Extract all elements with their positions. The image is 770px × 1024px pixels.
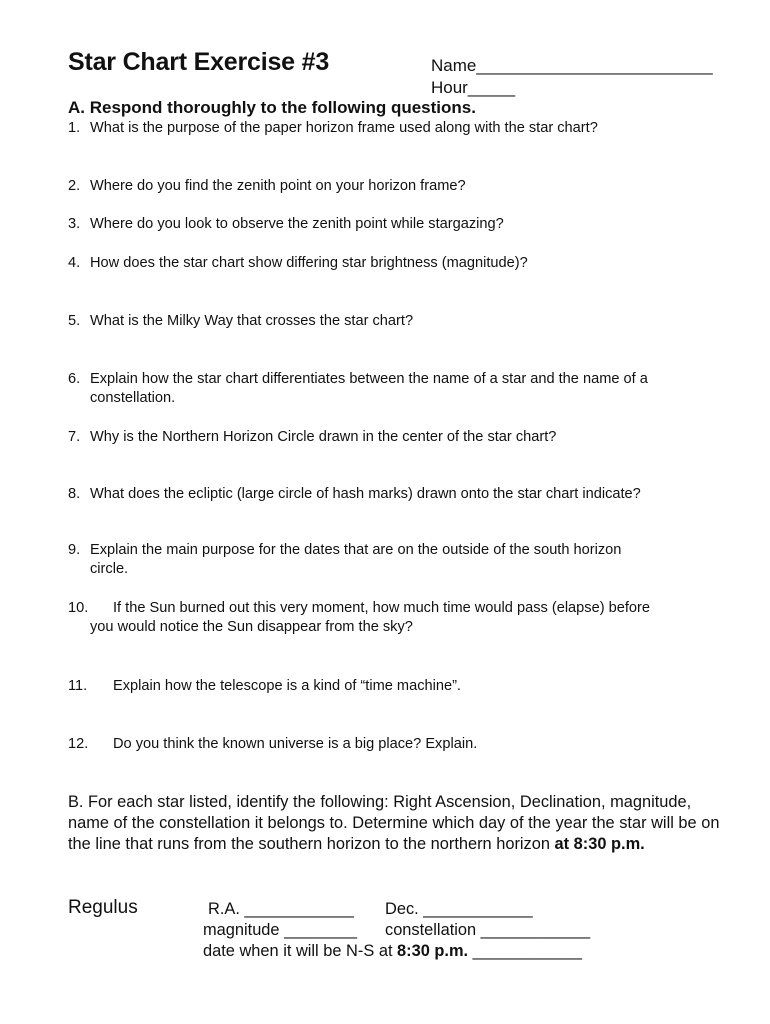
question-number: 1. — [68, 120, 81, 136]
date-label: date when it will be N-S at — [203, 942, 398, 960]
question-text: Explain the main purpose for the dates that are on the outside of the south horizon — [90, 542, 622, 558]
question-number: 11. — [68, 678, 88, 694]
name-field[interactable]: Name_________________________ — [431, 56, 713, 75]
question-9 — [68, 541, 738, 579]
question-text: Explain how the telescope is a kind of “time machine”. — [113, 678, 461, 694]
question-7 — [68, 428, 738, 447]
constellation-field[interactable]: constellation ____________ — [385, 921, 591, 939]
question-3 — [68, 215, 738, 234]
question-text: Do you think the known universe is a big place? Explain. — [113, 736, 478, 752]
page-title: Star Chart Exercise #3 — [68, 48, 330, 76]
dec-field[interactable]: Dec. ____________ — [385, 900, 533, 918]
question-text: Where do you look to observe the zenith point while stargazing? — [90, 216, 504, 232]
question-2 — [68, 177, 738, 196]
question-number: 2. — [68, 178, 81, 194]
question-8 — [68, 485, 738, 504]
question-text: What is the purpose of the paper horizon frame used along with the star chart? — [90, 120, 598, 136]
question-6 — [68, 370, 738, 408]
question-number: 8. — [68, 486, 81, 502]
question-11 — [68, 677, 738, 696]
date-time: 8:30 p.m. — [397, 942, 469, 960]
date-field[interactable] — [203, 942, 582, 961]
question-text-continued: you would notice the Sun disappear from the sky? — [90, 619, 413, 635]
question-12 — [68, 735, 738, 754]
section-b-instructions — [68, 792, 733, 855]
question-text: Why is the Northern Horizon Circle drawn in the center of the star chart? — [90, 429, 557, 445]
question-text: What does the ecliptic (large circle of hash marks) drawn onto the star chart indicate? — [90, 486, 641, 502]
magnitude-field[interactable]: magnitude ________ — [203, 921, 358, 939]
section-b-text: B. For each star listed, identify the following: Right Ascension, Declination, magnitude, name of the constellation it belongs to. Determine which day of the year the star will be on the line that runs from the southern horizon to the northern horizon — [68, 793, 720, 853]
question-4 — [68, 254, 738, 273]
question-text: Where do you find the zenith point on your horizon frame? — [90, 178, 466, 194]
question-10 — [68, 599, 738, 637]
question-number: 10. — [68, 600, 89, 616]
section-b-time: at 8:30 p.m. — [554, 835, 645, 853]
star-name: Regulus — [68, 897, 138, 918]
question-number: 3. — [68, 216, 81, 232]
question-text-continued: constellation. — [90, 390, 176, 406]
hour-field[interactable]: Hour_____ — [431, 78, 516, 97]
question-number: 12. — [68, 736, 89, 752]
question-number: 9. — [68, 542, 81, 558]
question-number: 4. — [68, 255, 81, 271]
question-text: Explain how the star chart differentiates between the name of a star and the name of a — [90, 371, 648, 387]
question-5 — [68, 312, 738, 331]
question-text: If the Sun burned out this very moment, how much time would pass (elapse) before — [113, 600, 650, 616]
date-blank: ____________ — [468, 942, 583, 960]
question-number: 7. — [68, 429, 81, 445]
question-text: What is the Milky Way that crosses the star chart? — [90, 313, 414, 329]
question-number: 5. — [68, 313, 81, 329]
ra-field[interactable]: R.A. ____________ — [208, 900, 354, 918]
question-text: How does the star chart show differing star brightness (magnitude)? — [90, 255, 528, 271]
question-number: 6. — [68, 371, 81, 387]
section-a-heading: A. Respond thoroughly to the following questions. — [68, 98, 476, 117]
question-text-continued: circle. — [90, 561, 129, 577]
question-1 — [68, 119, 738, 138]
